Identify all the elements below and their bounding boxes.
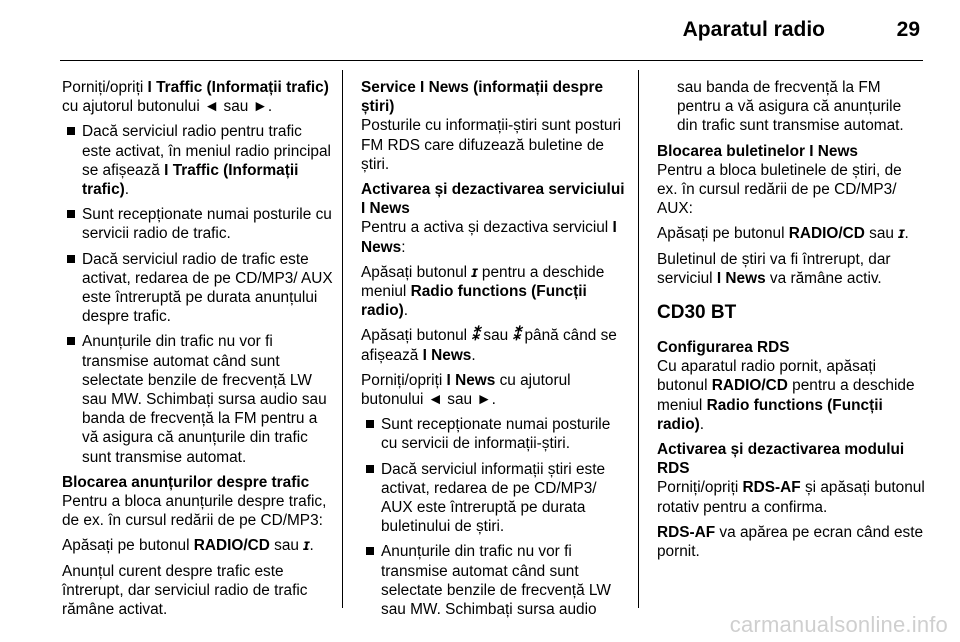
bullet-list (62, 122, 334, 466)
paragraph: Cu aparatul radio pornit, apăsați butonul RADIO/CD pentru a deschide meniul Radio functions (Funcții radio). (657, 358, 915, 433)
paragraph: Porniți/opriți I News cu ajutorul butonului ◄ sau ►. (361, 371, 571, 409)
section-title: CD30 BT (657, 302, 737, 324)
subheading: Activarea și dezactivarea serviciului I News (361, 181, 625, 218)
bullet-icon (366, 465, 374, 473)
paragraph: Posturile cu informații-știri sunt posturi FM RDS care difuzează buletine de știri. (361, 117, 622, 173)
page-number: 29 (896, 18, 920, 41)
subheading: Configurarea RDS (657, 339, 790, 357)
subheading: Service I News (informații despre știri) (361, 79, 604, 116)
paragraph: RDS-AF va apărea pe ecran când este pornit. (657, 523, 924, 561)
watermark: carmanualsonline.info (729, 612, 948, 637)
bullet-icon (67, 127, 75, 135)
paragraph: Apăsați butonul ɪ pentru a deschide meniul Radio functions (Funcții radio). (361, 263, 605, 320)
subheading: Blocarea buletinelor I News (657, 142, 858, 160)
down-button-icon: ⁑ (512, 327, 521, 345)
info-button-icon: ɪ (303, 537, 310, 555)
column-2 (361, 78, 627, 625)
page-header (0, 0, 960, 56)
paragraph: sau banda de frecvență la FM pentru a vă asigura că anunțurile din trafic sunt transmise automat. (677, 79, 904, 135)
list-item: Anunțurile din trafic nu vor fi transmise automat când sunt selectate benzile de frecvență LW sau MW. Schimbați sursa audio sau banda de frecvență la FM pentru a vă asigura că anunțurile din trafic sunt transmise automat. (62, 332, 334, 466)
column-divider-2 (638, 70, 639, 608)
list-item: Dacă serviciul informații știri este activat, redarea de pe CD/MP3/ AUX este întreruptă pe durata buletinului de știri. (361, 460, 627, 537)
info-button-icon: ɪ (471, 263, 478, 281)
bullet-icon (366, 420, 374, 428)
paragraph: Pentru a activa și dezactiva serviciul I News: (361, 219, 617, 256)
paragraph: Apăsați butonul ⁑ sau ⁑ până când se afișează I News. (361, 327, 617, 364)
bullet-icon (366, 547, 374, 555)
bullet-list (361, 415, 627, 619)
bullet-icon (67, 255, 75, 263)
paragraph: Pentru a bloca buletinele de știri, de ex. în cursul redării de pe CD/MP3/ AUX: (657, 161, 902, 218)
list-item: Dacă serviciul radio de trafic este activat, redarea de pe CD/MP3/ AUX este întreruptă pe durata anunțului despre trafic. (62, 250, 334, 327)
subheading: Blocarea anunțurilor despre trafic (62, 473, 310, 491)
info-button-icon: ɪ (898, 225, 905, 243)
paragraph: Porniți/opriți I Traffic (Informații trafic) cu ajutorul butonului ◄ sau ►. (62, 79, 329, 116)
paragraph: Porniți/opriți RDS-AF și apăsați butonul rotativ pentru a confirma. (657, 479, 925, 516)
column-3 (657, 78, 925, 567)
bullet-icon (67, 210, 75, 218)
list-item: Anunțurile din trafic nu vor fi transmise automat când sunt selectate benzile de frecvență LW sau MW. Schimbați sursa audio (361, 542, 627, 619)
list-item: Sunt recepționate numai posturile cu servicii de informații-știri. (361, 415, 627, 453)
page-title: Aparatul radio (682, 18, 825, 41)
bullet-icon (67, 337, 75, 345)
paragraph: Anunțul curent despre trafic este întrerupt, dar serviciul radio de trafic rămâne activat. (62, 562, 308, 619)
column-1 (62, 78, 334, 625)
column-divider-1 (342, 70, 343, 608)
list-item: Dacă serviciul radio pentru trafic este activat, în meniul radio principal se afișează I Traffic (Informații trafic). (62, 122, 334, 199)
paragraph: Apăsați pe butonul RADIO/CD sau ɪ. (62, 537, 314, 555)
paragraph: Apăsați pe butonul RADIO/CD sau ɪ. (657, 225, 909, 243)
paragraph: Buletinul de știri va fi întrerupt, dar serviciul I News va rămâne activ. (657, 250, 891, 287)
list-item: Sunt recepționate numai posturile cu servicii radio de trafic. (62, 205, 334, 243)
header-divider (60, 60, 923, 61)
subheading: Activarea și dezactivarea modului RDS (657, 441, 905, 478)
up-button-icon: ⁑ (471, 327, 480, 345)
paragraph: Pentru a bloca anunțurile despre trafic, de ex. în cursul redării de pe CD/MP3: (62, 493, 327, 530)
